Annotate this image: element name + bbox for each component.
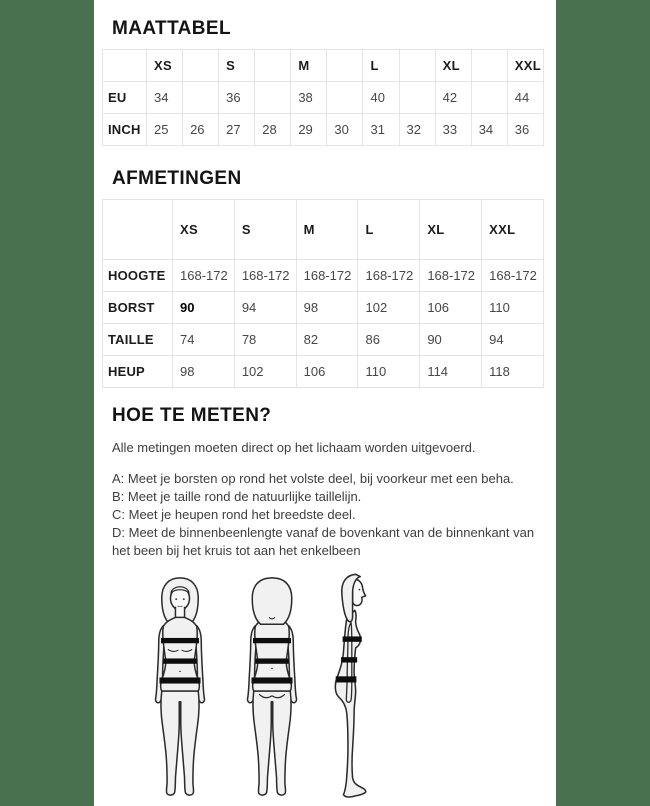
table-cell: 32 (399, 114, 435, 146)
size-column-header: L (363, 50, 399, 82)
table-cell: 38 (291, 82, 327, 114)
table-cell: 168-172 (296, 260, 358, 292)
table-cell: 94 (482, 324, 544, 356)
legs-front (161, 691, 199, 795)
size-column-header: XS (173, 200, 235, 260)
table-row (103, 114, 544, 146)
table-cell (255, 82, 291, 114)
size-column-header: L (358, 200, 420, 260)
body-figures-illustration (142, 573, 546, 806)
size-column-header: XS (147, 50, 183, 82)
table-cell: 102 (234, 356, 296, 388)
size-column-header: XXL (482, 200, 544, 260)
bust-band (253, 638, 291, 643)
table-cell: 106 (420, 292, 482, 324)
table-cell: 28 (255, 114, 291, 146)
table-cell: 114 (420, 356, 482, 388)
table-row (103, 260, 544, 292)
figure-side-view-illustration (326, 572, 373, 806)
size-column-header (327, 50, 363, 82)
row-label: TAILLE (103, 324, 173, 356)
table-cell: 106 (296, 356, 358, 388)
size-table-title: MAATTABEL (112, 18, 231, 39)
size-column-header: XXL (507, 50, 543, 82)
table-cell: 102 (358, 292, 420, 324)
size-chart-panel (94, 0, 556, 806)
table-cell: 168-172 (234, 260, 296, 292)
table-cell: 86 (358, 324, 420, 356)
table-cell: 25 (147, 114, 183, 146)
table-cell: 33 (435, 114, 471, 146)
corner-cell (103, 200, 173, 260)
row-label: HEUP (103, 356, 173, 388)
hair-back (252, 578, 292, 624)
size-column-header: M (296, 200, 358, 260)
table-cell: 98 (296, 292, 358, 324)
table-cell: 27 (219, 114, 255, 146)
table-cell: 40 (363, 82, 399, 114)
table-cell: 34 (471, 114, 507, 146)
size-column-header: XL (435, 50, 471, 82)
table-cell: 118 (482, 356, 544, 388)
size-column-header (399, 50, 435, 82)
size-column-header (471, 50, 507, 82)
table-row (103, 292, 544, 324)
table-cell (183, 82, 219, 114)
size-column-header (183, 50, 219, 82)
measuring-step: C: Meet je heupen rond het breedste deel. (112, 507, 356, 522)
table-row (103, 356, 544, 388)
corner-cell (103, 50, 147, 82)
table-cell: 168-172 (482, 260, 544, 292)
waist-band (163, 658, 196, 663)
table-cell: 82 (296, 324, 358, 356)
table-cell (399, 82, 435, 114)
table-cell: 36 (507, 114, 543, 146)
table-cell: 34 (147, 82, 183, 114)
table-cell: 29 (291, 114, 327, 146)
row-label: BORST (103, 292, 173, 324)
table-cell: 42 (435, 82, 471, 114)
size-column-header: XL (420, 200, 482, 260)
table-cell: 168-172 (420, 260, 482, 292)
table-header-row (103, 50, 544, 82)
table-cell: 44 (507, 82, 543, 114)
table-cell: 110 (358, 356, 420, 388)
measuring-intro-text: Alle metingen moeten direct op het lichaam worden uitgevoerd. (112, 440, 476, 455)
figure-front-view-illustration (142, 574, 218, 806)
table-cell: 90 (173, 292, 235, 324)
table-cell: 94 (234, 292, 296, 324)
size-column-header: S (219, 50, 255, 82)
table-cell: 90 (420, 324, 482, 356)
figure-back-view-illustration (234, 574, 310, 806)
table-cell: 168-172 (358, 260, 420, 292)
hip-band (159, 677, 200, 683)
size-conversion-table (102, 49, 544, 146)
table-cell: 110 (482, 292, 544, 324)
hip-band (251, 677, 292, 683)
bust-band (343, 636, 362, 641)
table-cell: 168-172 (173, 260, 235, 292)
waist-band (341, 657, 357, 662)
neck-front (175, 607, 184, 618)
hip-band (336, 676, 357, 682)
table-cell: 78 (234, 324, 296, 356)
size-column-header (255, 50, 291, 82)
measuring-step: A: Meet je borsten op rond het volste deel, bij voorkeur met een beha. (112, 471, 514, 486)
size-column-header: M (291, 50, 327, 82)
measuring-steps-list (112, 470, 546, 560)
row-label: INCH (103, 114, 147, 146)
table-cell: 30 (327, 114, 363, 146)
table-cell (327, 82, 363, 114)
size-column-header: S (234, 200, 296, 260)
table-cell (471, 82, 507, 114)
measurements-table (102, 199, 544, 388)
table-cell: 74 (173, 324, 235, 356)
table-cell: 98 (173, 356, 235, 388)
table-row (103, 324, 544, 356)
waist-band (255, 658, 288, 663)
table-cell: 26 (183, 114, 219, 146)
legs-back (253, 691, 291, 795)
measuring-step: D: Meet de binnenbeenlengte vanaf de bovenkant van de binnenkant van het been bij het kruis tot aan het enkelbeen (112, 525, 535, 558)
table-header-row (103, 200, 544, 260)
table-cell: 31 (363, 114, 399, 146)
measurements-title: AFMETINGEN (112, 168, 242, 189)
how-to-measure-title: HOE TE METEN? (112, 405, 272, 426)
table-row (103, 82, 544, 114)
row-label: EU (103, 82, 147, 114)
table-cell: 36 (219, 82, 255, 114)
row-label: HOOGTE (103, 260, 173, 292)
bust-band (161, 638, 199, 643)
measuring-step: B: Meet je taille rond de natuurlijke taillelijn. (112, 489, 362, 504)
